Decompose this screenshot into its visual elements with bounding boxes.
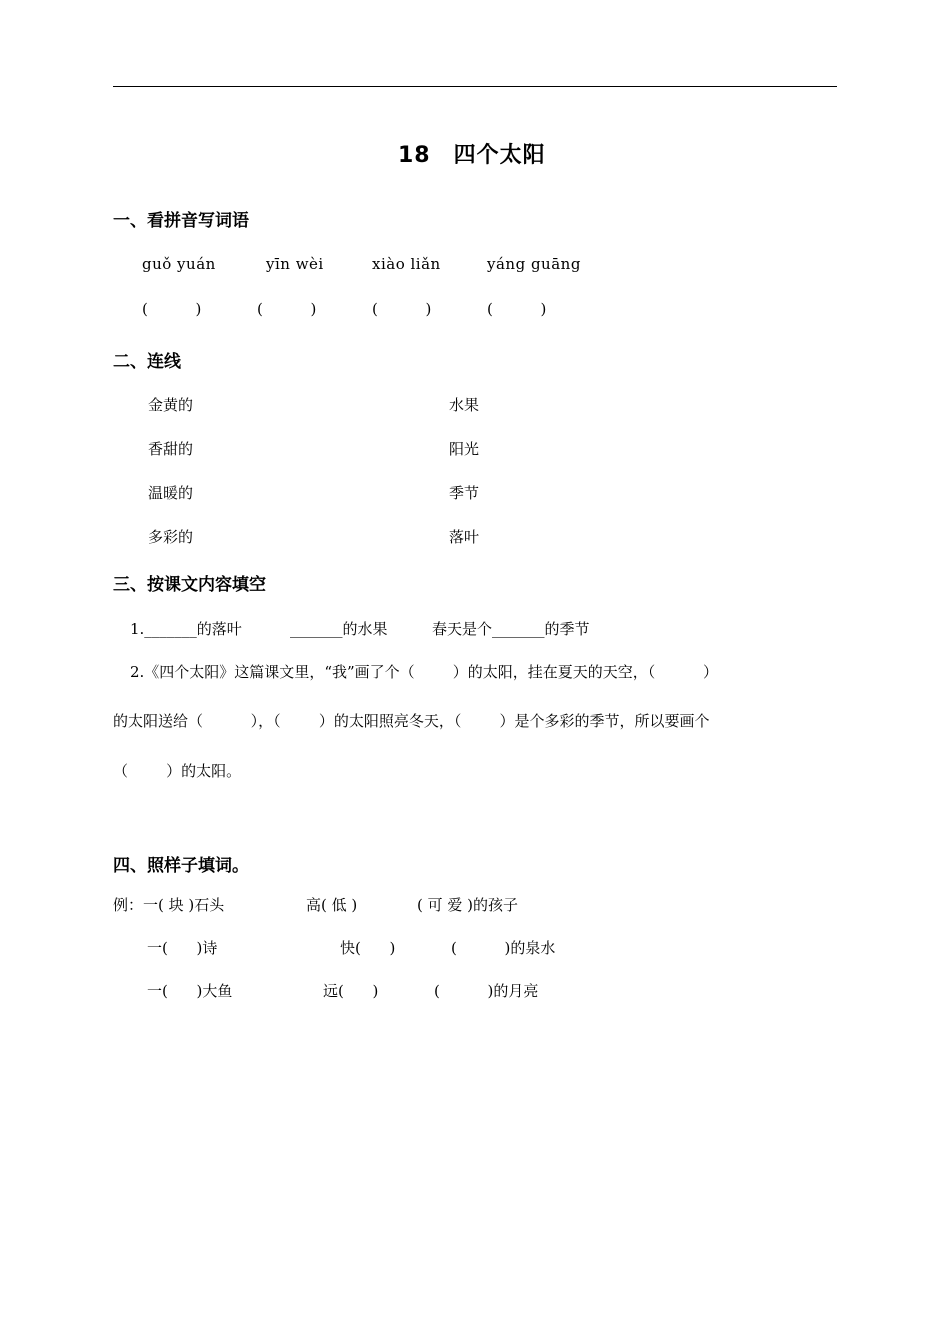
fill-row1-a[interactable]: 一( )诗	[147, 939, 218, 957]
fill-q2-line3[interactable]: （ ）的太阳。	[113, 762, 242, 780]
fill-row1-b[interactable]: 快( )	[340, 939, 396, 957]
match-right-2[interactable]: 阳光	[449, 440, 480, 458]
pinyin-2: yīn wèi	[266, 255, 324, 273]
example-2: 高( 低 )	[306, 896, 358, 914]
fill-row2-b[interactable]: 远( )	[323, 982, 379, 1000]
match-left-2[interactable]: 香甜的	[148, 440, 194, 458]
section2-heading: 二、连线	[113, 352, 181, 372]
section3-heading: 三、按课文内容填空	[113, 575, 266, 595]
fill-q2-line2[interactable]: 的太阳送给（ ），（ ）的太阳照亮冬天，（ ）是个多彩的季节，所以要画个	[113, 712, 710, 730]
example-3: ( 可 爱 )的孩子	[417, 896, 519, 914]
fill-q1-b[interactable]: _______的水果	[290, 620, 388, 638]
match-right-4[interactable]: 落叶	[449, 528, 480, 546]
fill-q1-a[interactable]: 1._______的落叶	[130, 620, 242, 638]
section4-heading: 四、照样子填词。	[113, 856, 249, 876]
pinyin-1: guǒ yuán	[142, 255, 216, 273]
pinyin-4: yáng guāng	[487, 255, 581, 273]
match-left-3[interactable]: 温暖的	[148, 484, 194, 502]
blank-box-2[interactable]: ( )	[257, 300, 317, 318]
match-left-1[interactable]: 金黄的	[148, 396, 194, 414]
blank-box-3[interactable]: ( )	[372, 300, 432, 318]
section1-heading: 一、看拼音写词语	[113, 211, 249, 231]
example-1: 例：一( 块 )石头	[113, 896, 225, 914]
page-title: 18 四个太阳	[398, 143, 546, 168]
pinyin-3: xiào liǎn	[372, 255, 441, 273]
fill-row2-a[interactable]: 一( )大鱼	[147, 982, 233, 1000]
match-right-3[interactable]: 季节	[449, 484, 480, 502]
fill-q1-c[interactable]: 春天是个_______的季节	[432, 620, 590, 638]
blank-box-4[interactable]: ( )	[487, 300, 547, 318]
blank-box-1[interactable]: ( )	[142, 300, 202, 318]
fill-row2-c[interactable]: ( )的月亮	[434, 982, 539, 1000]
match-left-4[interactable]: 多彩的	[148, 528, 194, 546]
header-rule	[113, 86, 837, 87]
fill-q2-line1[interactable]: 2.《四个太阳》这篇课文里，“我”画了个（ ）的太阳，挂在夏天的天空，（ ）	[130, 663, 718, 681]
fill-row1-c[interactable]: ( )的泉水	[451, 939, 556, 957]
match-right-1[interactable]: 水果	[449, 396, 480, 414]
